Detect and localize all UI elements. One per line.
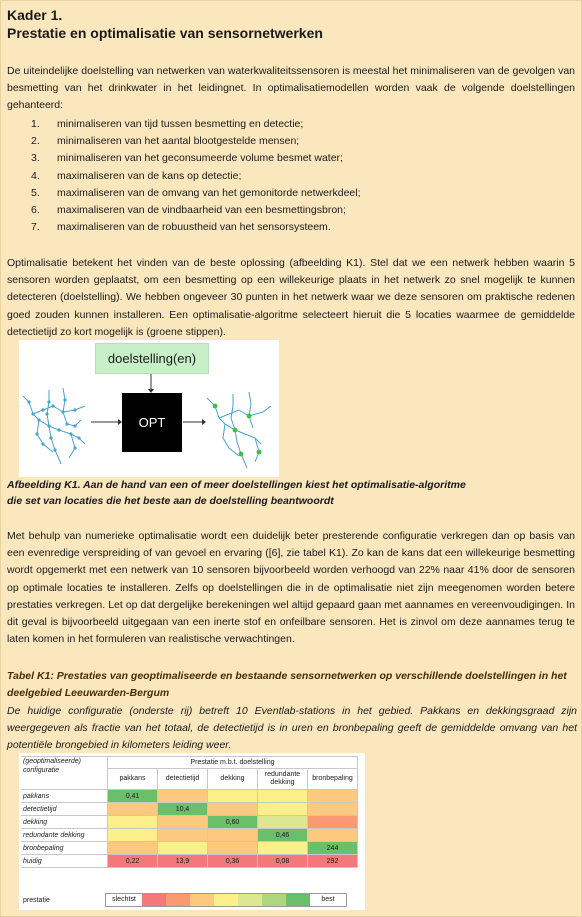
row-label: detectietijd [21,803,108,816]
row-label: redundante dekking [21,829,108,842]
scale-legend [105,893,347,907]
table-cell [158,829,208,842]
table-cell [108,803,158,816]
column-header: detectietijd [158,769,208,790]
list-item: 7. maximaliseren van de robuustheid van het sensorsysteem. [31,221,331,234]
table-cell [158,790,208,803]
objective-box: doelstelling(en) [95,343,209,374]
table-cell [258,842,308,855]
list-item: 1. minimaliseren van tijd tussen besmetting en detectie; [31,118,304,130]
list-item: 3. minimaliseren van het geconsumeerde volume besmet water; [31,152,343,165]
table-cell: 10,4 [158,803,208,816]
sensor-locations [213,404,262,457]
performance-table [21,756,358,868]
list-item: 2. minimaliseren van het aantal blootgestelde mensen; [31,135,300,148]
objectives-list [31,116,361,236]
results-paragraph: Met behulp van numerieke optimalisatie wordt een duidelijk beter presterende configuratie verkregen dan op basis van een evenredige verspreiding of van gevoel en ervaring ([6], zie tabel K1). Zo kan de kans dat een willekeurige besmetting wordt opgemerkt met een netwerk van 10 sensoren bijvoorbeeld worden verhoogd van 22% naar 41% door de sensoren op optimale locaties te installeren. Zelfs op doelstellingen die in de optimalisatie niet zijn meegenomen worden betere prestaties verkregen. Let op dat dergelijke berekeningen wel altijd gepaard gaan met aannames en vereenvoudigingen. In dit geval is bijvoorbeeld uitgegaan van een inerte stof en onfeilbare sensoren. Het is zinvol om deze aannames terug te laten komen in het formuleren van realistische verwachtingen. [7,530,575,646]
intro-paragraph: De uiteindelijke doelstelling van netwerken van waterkwaliteitssensoren is meestal het minimaliseren van de gevolgen van besmetting van het drinkwater in het leidingnet. In optimalisatiemodellen worden vaak de volgende doelstellingen gehanteerd: [7,65,575,112]
scale-swatch [262,894,286,906]
optimisation-paragraph: Optimalisatie betekent het vinden van de beste oplossing (afbeelding K1). Stel dat we een netwerk hebben waarin 5 sensoren worden geplaatst, om een besmetting op een willekeurige plaats in het netwerk zo snel mogelijk te kunnen detecteren (doelstelling). We hebben ongeveer 30 punten in het netwerk waar we deze sensoren om praktische redenen goed zouden kunnen installeren. Een optimalisatie-algoritme selecteert hieruit die 5 locaties waarmee de gemiddelde detectietijd zo kort mogelijk is (groene stippen). [7,257,575,338]
table-cell [208,829,258,842]
table-cell [108,829,158,842]
scale-swatch [142,894,166,906]
table-cell [208,790,258,803]
table-row [21,829,358,842]
table-group-header: Prestatie m.b.t. doelstelling [108,757,358,769]
scale-label: prestatie [23,896,50,904]
table-cell [308,803,358,816]
figure-caption: Afbeelding K1. Aan de hand van een of meer doelstellingen kiest het optimalisatie-algoritme die set van locaties die het beste aan de doelstelling beantwoordt [7,479,466,507]
table-title: Tabel K1: Prestaties van geoptimaliseerde en bestaande sensornetwerken op verschillende doelstellingen in het deelgebied Leeuwarden-Bergum [7,670,567,699]
table-cell [308,816,358,829]
table-cell: 0,22 [108,855,158,868]
table-k1 [19,753,365,910]
table-cell: 244 [308,842,358,855]
row-label: bronbepaling [21,842,108,855]
scale-worst: slechtst [106,894,142,906]
table-cell: 0,08 [258,855,308,868]
box-label: Kader 1. [7,7,63,23]
table-cell [208,803,258,816]
table-cell: 0,41 [108,790,158,803]
row-label: pakkans [21,790,108,803]
scale-swatch [190,894,214,906]
table-cell [308,829,358,842]
column-header: dekking [208,769,258,790]
scale-swatch [286,894,310,906]
scale-best: best [310,894,346,906]
table-row [21,855,358,868]
table-corner-label: (geoptimaliseerde) configuratie [21,757,108,790]
table-row [21,790,358,803]
table-cell [108,842,158,855]
table-cell [158,816,208,829]
column-header: pakkans [108,769,158,790]
table-cell [308,790,358,803]
table-cell: 0,36 [208,855,258,868]
performance-scale [21,893,347,907]
network-right [207,392,271,468]
table-cell [208,842,258,855]
table-row [21,803,358,816]
table-cell [158,842,208,855]
table-cell: 0,46 [258,829,308,842]
column-header: redundante dekking [258,769,308,790]
scale-swatch [214,894,238,906]
scale-swatch [238,894,262,906]
row-label: huidig [21,855,108,868]
table-cell [108,816,158,829]
table-cell: 292 [308,855,358,868]
optimizer-box: OPT [122,393,182,452]
page-title: Prestatie en optimalisatie van sensornetwerken [7,25,323,41]
table-description: De huidige configuratie (onderste rij) betreft 10 Eventlab-stations in het gebied. Pakkans en dekkingsgraad zijn weergegeven als fractie van het totaal, de detectietijd is in uren en bronbepaling geeft de gemiddelde omvang van het potentiële brongebied in kilometers leiding weer. [7,705,577,751]
table-cell: 0,60 [208,816,258,829]
table-cell [258,816,308,829]
table-row [21,816,358,829]
table-cell: 13,9 [158,855,208,868]
scale-swatch [166,894,190,906]
list-item: 5. maximaliseren van de omvang van het gemonitorde netwerkdeel; [31,186,361,199]
list-item: 6. maximaliseren van de vindbaarheid van een besmettingsbron; [31,204,346,217]
table-cell [258,790,308,803]
figure-k1 [19,340,279,477]
list-item: 4. maximaliseren van de kans op detectie; [31,169,242,182]
table-row [21,842,358,855]
row-label: dekking [21,816,108,829]
table-cell [258,803,308,816]
column-header: bronbepaling [308,769,358,790]
